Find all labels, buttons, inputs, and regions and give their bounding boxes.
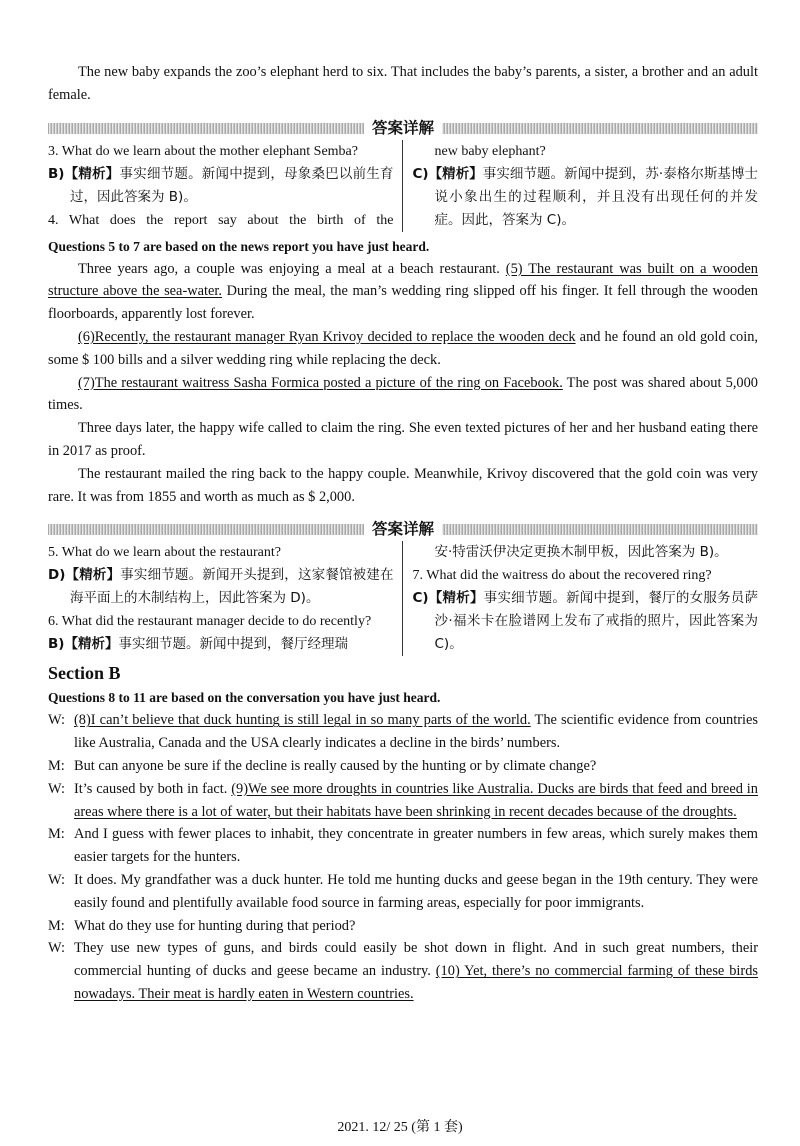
question-4-continued: new baby elephant?	[434, 143, 546, 159]
speaker-label: W:	[48, 712, 66, 729]
answers-block-2	[48, 541, 758, 656]
question-7: 7. What did the waitress do about the recovered ring?	[412, 568, 712, 584]
dialogue-line: M: And I guess with fewer places to inhabit, they concentrate in greater numbers in few areas, which surely makes them easier targets for the hunters.	[48, 823, 758, 869]
conversation-heading: Questions 8 to 11 are based on the conversation you have just heard.	[48, 690, 441, 706]
dialogue-line: W: It does. My grandfather was a duck hunter. He told me hunting ducks and geese began in the 19th century. They were easily found and plentifully available food source in farming areas, especially for poor immigrants.	[48, 869, 758, 915]
answer-banner-1	[48, 117, 758, 139]
answer-7: C)【精析】事实细节题。新闻中提到，餐厅的女服务员萨沙·福米卡在脸谱网上发布了戒指的照片，因此答案为 C)。	[412, 590, 759, 653]
speaker-label: M:	[48, 917, 65, 934]
question-6: 6. What did the restaurant manager decide to do recently?	[48, 614, 372, 630]
question-5: 5. What do we learn about the restaurant?	[48, 545, 281, 561]
dialogue-line: W: (8)I can’t believe that duck hunting is still legal in so many parts of the world. The scientific evidence from countries like Australia, Canada and the USA clearly indicates a decline in the birds’ numbers.	[48, 709, 758, 755]
speaker-label: W:	[48, 780, 66, 797]
report-paragraph-1: Three years ago, a couple was enjoying a meal at a beach restaurant. (5) The restaurant was built on a wooden structure above the sea-water. During the meal, the man’s wedding ring slipped off his finger. It fell through the wooden floorboards, apparently lost forever.	[48, 260, 759, 323]
report-paragraph-4: Three days later, the happy wife called to claim the ring. She even texted pictures of her and her husband eating there in 2017 as proof.	[48, 420, 758, 459]
dialogue-line: W: It’s caused by both in fact. (9)We see more droughts in countries like Australia. Ducks are birds that feed and breed in areas where there is a lot of water, but their habitats have been shrinking in recent decades because of the droughts.	[48, 778, 758, 824]
answers-block-1	[48, 140, 758, 232]
dialogue-line: M: But can anyone be sure if the decline is really caused by the hunting or by climate change?	[48, 755, 758, 778]
answer-3: B)【精析】事实细节题。新闻中提到，母象桑巴以前生育过，因此答案为 B)。	[48, 165, 394, 205]
question-3: 3. What do we learn about the mother elephant Semba?	[48, 143, 358, 159]
speaker-label: W:	[48, 940, 66, 957]
report-paragraph-5: The restaurant mailed the ring back to the happy couple. Meanwhile, Krivoy discovered that the gold coin was very rare. It was from 1855 and worth as much as $ 2,000.	[48, 465, 758, 505]
page-footer: 2021. 12/ 25 (第 1 套)	[337, 1120, 463, 1135]
answer-4: C)【精析】事实细节题。新闻中提到，苏·泰格尔斯基博士说小象出生的过程顺利，并且没有出现任何的并发症。因此，答案为 C)。	[412, 165, 759, 228]
dialogue-line: W: They use new types of guns, and birds could easily be shot down in flight. And in such great numbers, their commercial hunting of ducks and geese became an industry. (10) Yet, there’s no commercial farming of these birds nowadays. Their meat is hardly eaten in Western countries.	[48, 937, 758, 1005]
banner-title: 答案详解	[364, 117, 442, 139]
intro-paragraph: The new baby expands the zoo’s elephant herd to six. That includes the baby’s parents, a sister, a brother and an adult female.	[48, 64, 758, 103]
answer-6-continued: 安·特雷沃伊决定更换木制甲板，因此答案为 B)。	[434, 544, 728, 561]
speaker-label: W:	[48, 871, 66, 888]
report-paragraph-3: (7)The restaurant waitress Sasha Formica posted a picture of the ring on Facebook. The post was shared about 5,000 times.	[48, 374, 758, 414]
dialogue-line: M: What do they use for hunting during that period?	[48, 915, 758, 938]
question-4: 4. What does the report say about the birth of the	[48, 212, 394, 228]
answer-6: B)【精析】事实细节题。新闻中提到，餐厅经理瑞	[48, 636, 348, 653]
report-paragraph-2: (6)Recently, the restaurant manager Ryan Krivoy decided to replace the wooden deck and he found an old gold coin, some $ 100 bills and a silver wedding ring while replacing the deck.	[48, 328, 758, 368]
banner-title: 答案详解	[364, 518, 442, 540]
speaker-label: M:	[48, 757, 65, 774]
section-title: Section B	[48, 663, 121, 684]
page	[48, 0, 758, 1006]
report-heading: Questions 5 to 7 are based on the news report you have just heard.	[48, 238, 430, 254]
speaker-label: M:	[48, 826, 65, 843]
answer-banner-2	[48, 518, 758, 540]
answer-5: D)【精析】事实细节题。新闻开头提到，这家餐馆被建在海平面上的木制结构上，因此答案为 D)。	[48, 567, 394, 607]
